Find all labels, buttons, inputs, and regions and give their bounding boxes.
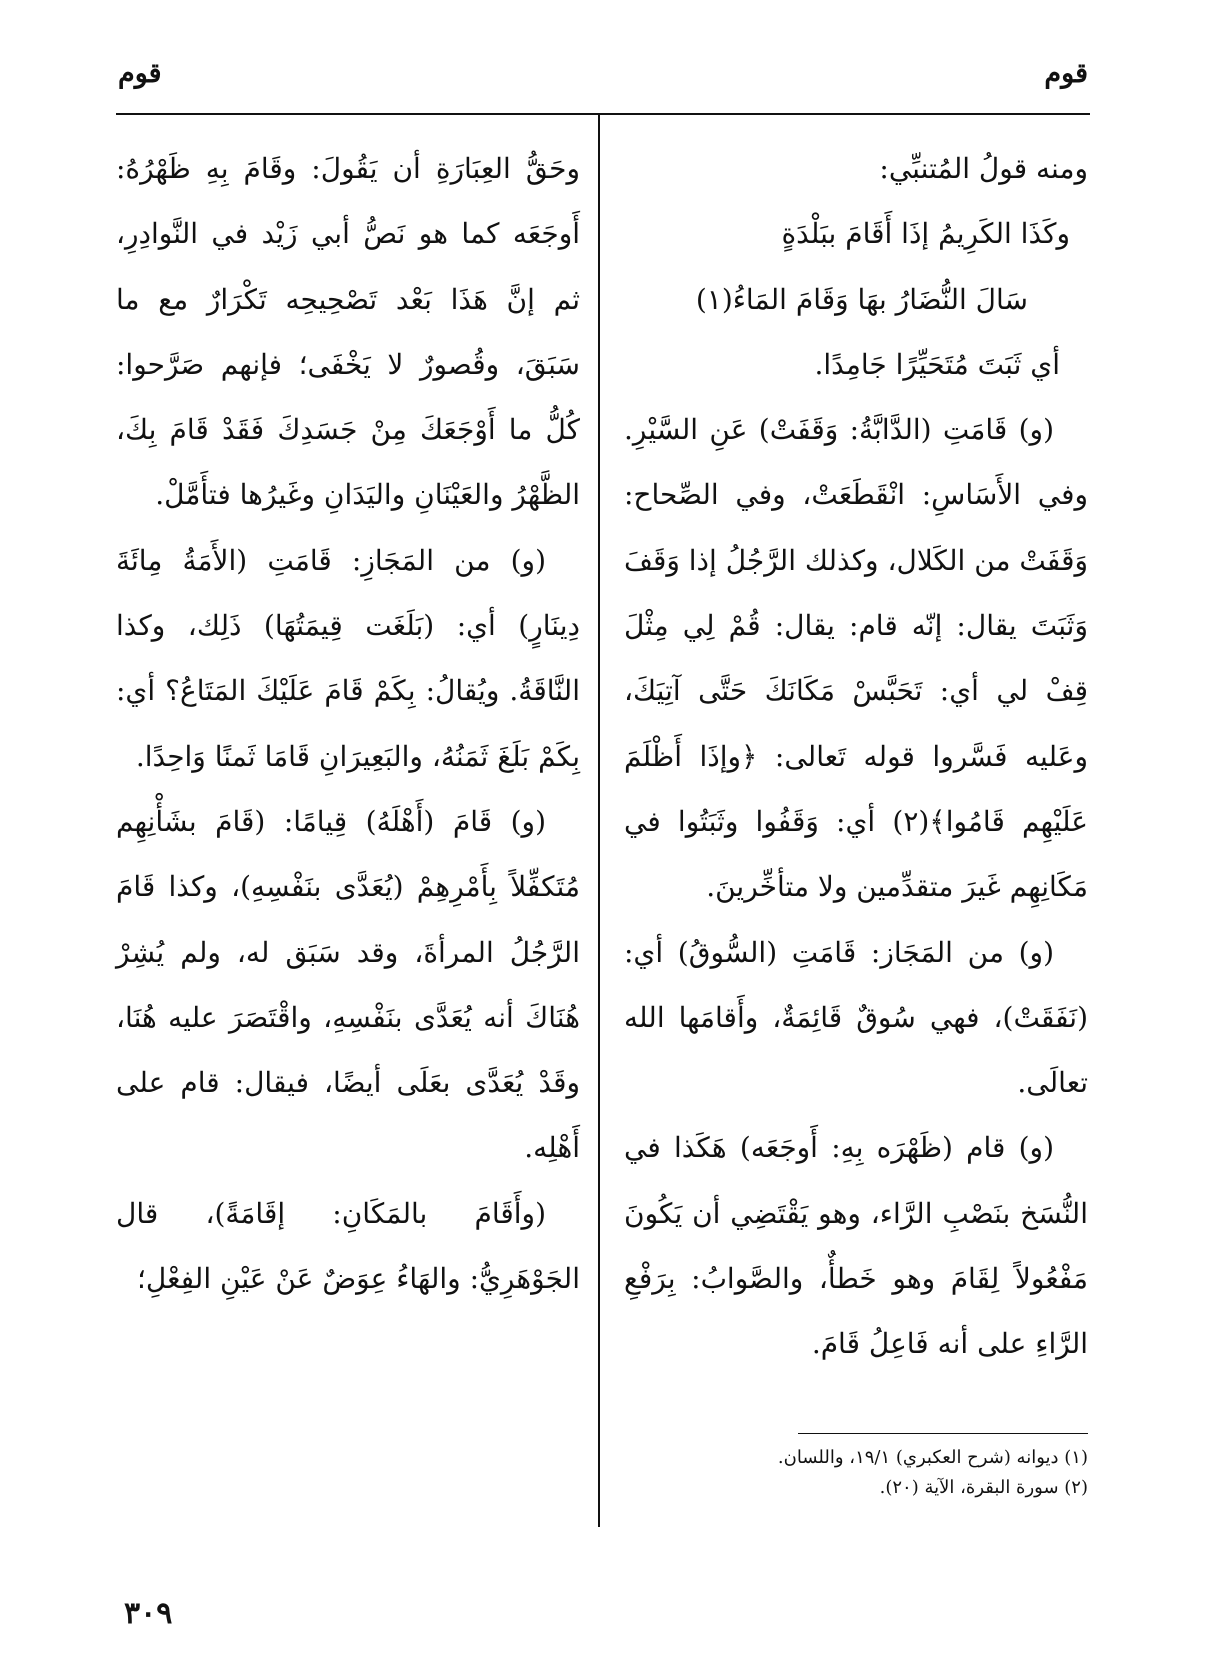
right-column (624, 136, 1088, 1377)
page-header (118, 58, 1088, 98)
entry-paragraph: (وأَقَامَ بالمَكَانِ: إقَامَةً)، قال الجَوْهَرِيُّ: والهَاءُ عِوَضٌ عَنْ عَيْنِ الفِعْلِ؛ (116, 1196, 580, 1296)
entry-paragraph: (و) من المَجَازِ: قَامَتِ (الأَمَةُ مِائَةَ دِينَارٍ) أي: (بَلَغَت قِيمَتُهَا) ذَلِك، وكذا النَّاقَةُ. ويُقالُ: بِكَمْ قَامَ عَلَيْكَ المَتَاعُ؟ أي: بِكَمْ بَلَغَ ثَمَنُهُ، والبَعِيرَانِ قَامَا ثَمنًا وَاحِدًا. (116, 543, 580, 773)
verse-line-1: وكَذَا الكَرِيمُ إذَا أَقَامَ ببَلْدَةٍ (781, 217, 1070, 251)
entry-paragraph: (و) قام (ظَهْرَه بِهِ: أَوجَعَه) هَكَذا في النُّسَخ بنَصْبِ الرَّاء، وهو يَقْتَضِي أن يَكُونَ مَفْعُولاً لِقَامَ وهو خَطأٌ، والصَّوابُ: بِرَفْعِ الرَّاءِ على أنه فَاعِلُ قَامَ. (624, 1131, 1088, 1361)
footnote: (٢) سورة البقرة، الآية (٢٠). (879, 1477, 1088, 1498)
verse-gloss: أي ثَبَتَ مُتَحَيِّرًا جَامِدًا. (814, 347, 1060, 381)
entry-paragraph: (و) من المَجَاز: قَامَتِ (السُّوقُ) أي: (نَفَقَتْ)، فهي سُوقٌ قَائِمَةٌ، وأَقامَها الله تعالَى. (624, 935, 1088, 1100)
footnotes (640, 1443, 1088, 1503)
entry-paragraph: وحَقُّ العِبَارَةِ أن يَقُولَ: وقَامَ بِهِ ظَهْرُهُ: أَوجَعَه كما هو نَصُّ أبي زَيْد في النَّوادِرِ، ثم إنَّ هَذَا بَعْد تَصْحِيحِه تَكْرَارٌ مع ما سَبَقَ، وقُصورٌ لا يَخْفَى؛ فإنهم صَرَّحوا: كُلُّ ما أَوْجَعَكَ مِنْ جَسَدِكَ فَقَدْ قَامَ بِكَ، الظَّهْرُ والعَيْنَانِ واليَدَانِ وغَيرُها فتأَمَّلْ. (116, 152, 580, 512)
footnote: (١) ديوانه (شرح العكبري) ١٩/١، واللسان. (777, 1447, 1088, 1468)
footnote-divider (798, 1433, 1088, 1434)
column-divider (598, 115, 600, 1527)
entry-paragraph: (و) قَامَتِ (الدَّابَّةُ: وَقَفَتْ) عَنِ السَّيْرِ. وفي الأَسَاسِ: انْقَطَعَتْ، وفي الصِّحاح: وَقَفَتْ من الكَلال، وكذلك الرَّجُلُ إذا وَقَفَ وَثَبَتَ يقال: إنّه قام: يقال: قُمْ لِي مِثْلَ قِفْ لي أي: تَحَبَّسْ مَكَانَكَ حَتَّى آتِيَكَ، وعَليه فَسَّروا قوله تَعالى: ﴿وإذَا أَظْلَمَ عَلَيْهِم قَامُوا﴾(٢) أي: وَقَفُوا وثَبَتُوا في مَكَانِهِم غَيرَ متقدِّمين ولا متأخِّرينَ. (623, 413, 1089, 904)
left-column (116, 136, 580, 1311)
header-divider (116, 113, 1090, 115)
running-headword-right: قوم (1044, 58, 1088, 89)
entry-paragraph: (و) قَامَ (أَهْلَهُ) قِيامًا: (قَامَ بشَأْنِهِم مُتَكفِّلاً بِأَمْرِهِمْ (يُعَدَّى بنَفْسِهِ)، وكذا قَامَ الرَّجُلُ المرأةَ، وقد سَبَق له، ولم يُشِرْ هُنَاكَ أنه يُعَدَّى بنَفْسِهِ، واقْتَصَرَ عليه هُنَا، وقَدْ يُعَدَّى بعَلَى أيضًا، فيقال: قام على أَهْلِه. (116, 804, 580, 1165)
page-number: ٣٠٩ (124, 1596, 173, 1631)
intro-line: ومنه قولُ المُتنبِّي: (879, 152, 1088, 185)
running-headword-left: قوم (118, 58, 162, 89)
verse-line-2: سَالَ النُّضَارُ بهَا وَقَامَ المَاءُ(١) (695, 282, 1028, 316)
